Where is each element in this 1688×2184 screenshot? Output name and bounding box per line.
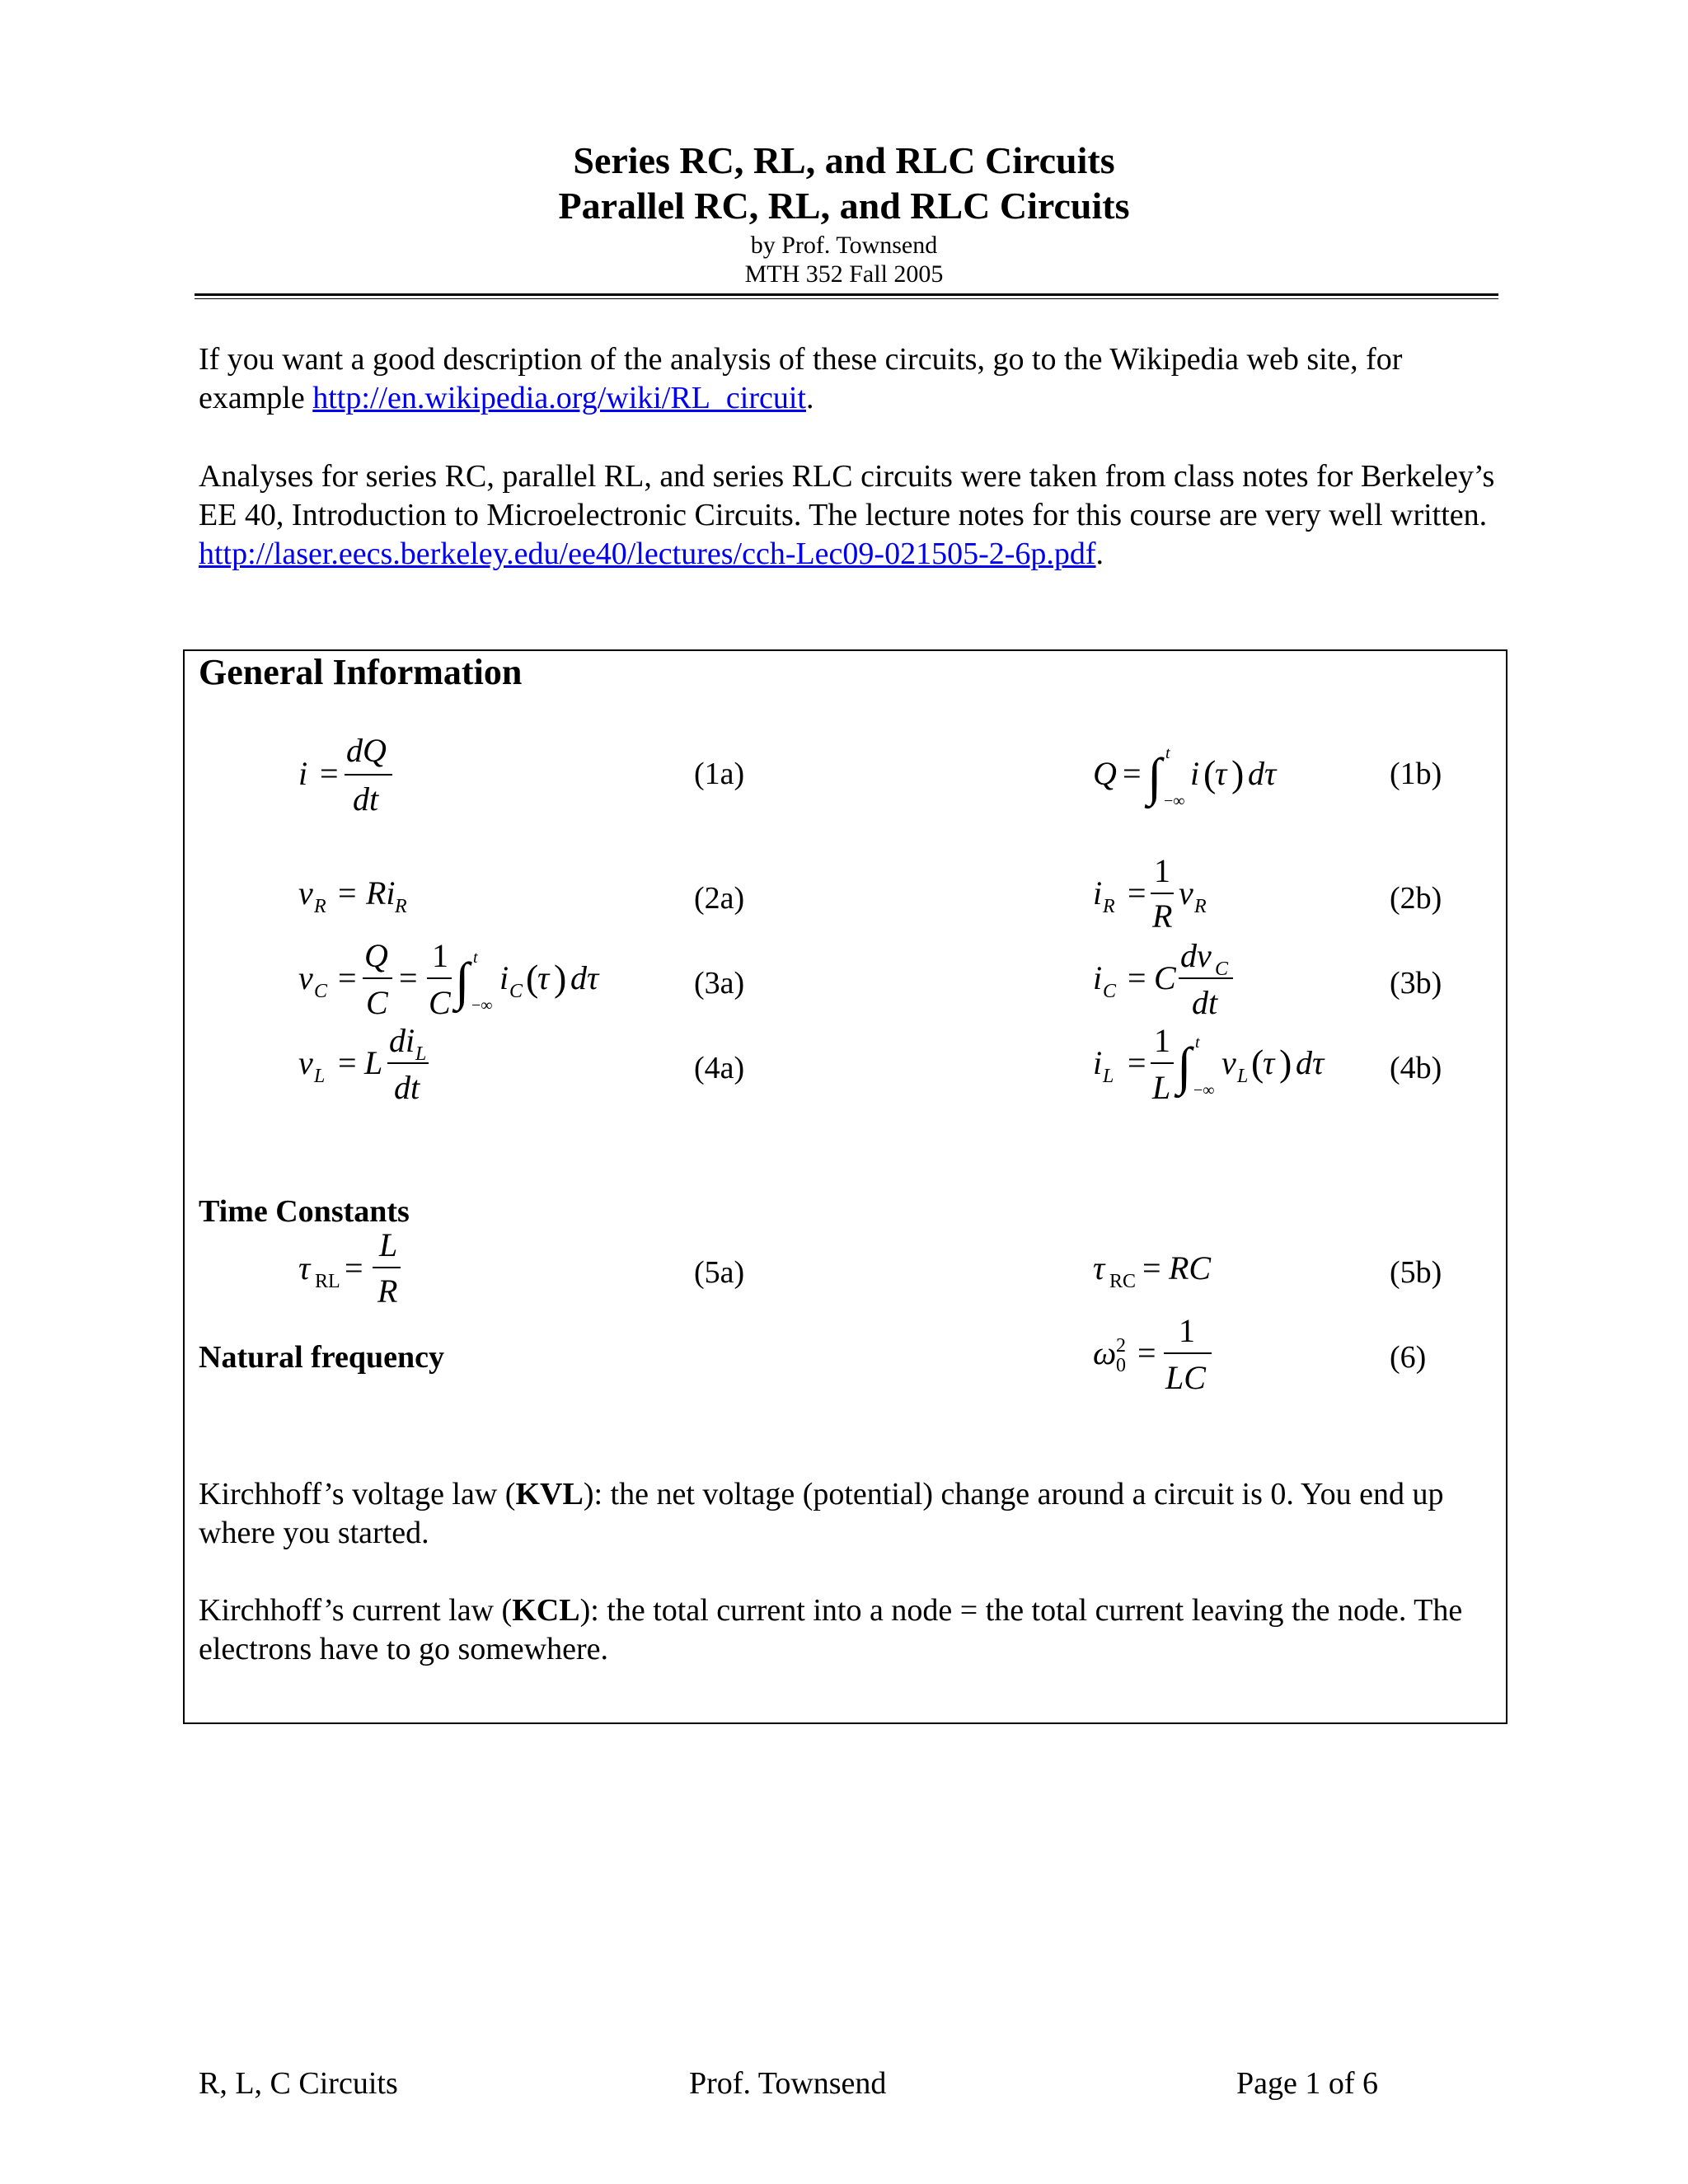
equation-3b: [1093, 937, 1233, 1021]
svg-text:=: =: [1128, 959, 1146, 996]
svg-text:=: =: [399, 959, 418, 996]
kvl-post: ): the net voltage (potential) change around a circuit is 0. You end up where you started.: [199, 1477, 1444, 1550]
svg-text:L: L: [1103, 1066, 1114, 1087]
svg-text:R: R: [377, 1272, 398, 1310]
svg-text:=: =: [1128, 874, 1146, 912]
svg-text:2: 2: [1116, 1335, 1126, 1357]
svg-text:(: (: [1203, 752, 1217, 794]
equation-label-1b: (1b): [1390, 757, 1442, 791]
svg-text:v: v: [1179, 874, 1193, 912]
svg-text:τ: τ: [1093, 1249, 1105, 1286]
svg-text:t: t: [473, 949, 478, 967]
svg-text:τ: τ: [537, 959, 550, 996]
svg-text:RL: RL: [315, 1271, 340, 1292]
svg-text:=: =: [1142, 1249, 1161, 1286]
kcl-pre: Kirchhoff’s current law (: [199, 1593, 513, 1628]
equation-label-3b: (3b): [1390, 966, 1442, 1001]
svg-text:i: i: [1190, 755, 1200, 792]
svg-text:(: (: [1251, 1042, 1264, 1084]
svg-text:Q: Q: [364, 937, 388, 974]
svg-text:i: i: [499, 959, 509, 996]
intro-period: .: [805, 381, 814, 415]
equation-label-2a: (2a): [694, 881, 745, 916]
kcl-abbr: KCL: [512, 1593, 580, 1628]
equation-5a: [298, 1226, 401, 1310]
svg-text:L: L: [1152, 1069, 1171, 1106]
equation-3a: [298, 937, 600, 1021]
svg-text:=: =: [338, 1044, 357, 1081]
svg-text:dQ: dQ: [346, 732, 387, 769]
document-subtitle: Parallel RC, RL, and RLC Circuits: [558, 185, 1130, 227]
svg-text:τ: τ: [298, 1249, 311, 1286]
time-constants-heading: Time Constants: [199, 1194, 410, 1229]
kcl-paragraph: [199, 1591, 1501, 1669]
intro-text: If you want a good description of the analysis of these circuits, go to the Wikipedia web site, for example: [199, 342, 1403, 415]
svg-text:i: i: [1093, 1044, 1103, 1081]
equation-2b: [1093, 852, 1207, 935]
equation-4b: [1093, 1022, 1325, 1106]
svg-text:v: v: [298, 1044, 313, 1081]
svg-text:Ri: Ri: [366, 874, 396, 912]
equation-5b: [1093, 1249, 1212, 1292]
svg-text:=: =: [338, 959, 357, 996]
svg-text:dv: dv: [1180, 937, 1212, 974]
footer-center: Prof. Townsend: [689, 2066, 887, 2101]
svg-text:C: C: [314, 981, 328, 1002]
svg-text:R: R: [1152, 898, 1173, 935]
svg-text:LC: LC: [1165, 1359, 1206, 1396]
equation-6: [1093, 1312, 1212, 1396]
equation-1b: [1093, 744, 1278, 810]
kcl-post: ): the total current into a node = the total current leaving the node. The electrons have to go somewhere.: [199, 1593, 1463, 1666]
svg-text:): ): [1279, 1042, 1292, 1084]
svg-text:C: C: [429, 984, 451, 1021]
natural-frequency-heading: Natural frequency: [199, 1340, 444, 1375]
wikipedia-link[interactable]: http://en.wikipedia.org/wiki/RL_circuit: [312, 381, 806, 415]
svg-text:i: i: [1093, 874, 1103, 912]
footer-left: R, L, C Circuits: [199, 2066, 398, 2101]
svg-text:τ: τ: [1215, 755, 1227, 792]
equation-label-1a: (1a): [694, 757, 745, 791]
svg-text:−∞: −∞: [1193, 1081, 1215, 1099]
svg-text:−∞: −∞: [1164, 792, 1185, 810]
equation-4a: [298, 1022, 429, 1106]
svg-text:L: L: [364, 1044, 383, 1081]
svg-text:L: L: [1237, 1066, 1249, 1087]
svg-text:di: di: [389, 1022, 415, 1059]
svg-text:v: v: [298, 874, 313, 912]
equation-2a: [298, 874, 407, 917]
svg-text:t: t: [1165, 744, 1170, 762]
equation-label-4a: (4a): [694, 1051, 745, 1085]
svg-text:v: v: [298, 959, 313, 996]
svg-text:C: C: [366, 984, 388, 1021]
kvl-abbr: KVL: [515, 1477, 584, 1511]
kvl-paragraph: [199, 1475, 1493, 1553]
svg-text:(: (: [526, 957, 539, 999]
berkeley-text: Analyses for series RC, parallel RL, and series RLC circuits were taken from class notes for Berkeley’s EE 40, Introduction to Microelectronic Circuits. The lecture notes for this course are very well written.: [199, 459, 1495, 532]
svg-text:t: t: [1195, 1033, 1200, 1052]
svg-text:∫: ∫: [1177, 1037, 1192, 1095]
svg-text:i: i: [298, 755, 308, 792]
berkeley-period: .: [1095, 537, 1104, 571]
footer-page-number: Page 1 of 6: [1236, 2066, 1379, 2101]
course-line: MTH 352 Fall 2005: [744, 260, 944, 288]
equation-label-6: (6): [1390, 1340, 1427, 1375]
svg-text:): ): [1231, 752, 1245, 794]
svg-text:1: 1: [432, 937, 448, 974]
kvl-pre: Kirchhoff’s voltage law (: [199, 1477, 516, 1511]
equation-label-5a: (5a): [694, 1255, 745, 1290]
svg-text:=: =: [1128, 1044, 1146, 1081]
svg-text:dτ: dτ: [570, 959, 599, 996]
svg-text:=: =: [338, 874, 357, 912]
svg-text:R: R: [1194, 896, 1207, 917]
svg-text:dt: dt: [353, 780, 379, 818]
svg-text:ω: ω: [1093, 1334, 1117, 1371]
svg-text:∫: ∫: [1147, 748, 1162, 806]
svg-text:L: L: [314, 1066, 326, 1087]
svg-text:RC: RC: [1169, 1249, 1212, 1286]
svg-text:C: C: [1103, 981, 1117, 1002]
svg-text:0: 0: [1116, 1355, 1126, 1376]
document-title: Series RC, RL, and RLC Circuits: [573, 139, 1115, 181]
equation-1a: [298, 732, 392, 818]
svg-text:C: C: [1154, 959, 1176, 996]
equation-label-2b: (2b): [1390, 881, 1442, 916]
svg-text:1: 1: [1179, 1312, 1195, 1349]
berkeley-lecture-link[interactable]: http://laser.eecs.berkeley.edu/ee40/lectures/cch-Lec09-021505-2-6p.pdf: [199, 537, 1096, 571]
equation-label-5b: (5b): [1390, 1255, 1442, 1290]
svg-text:i: i: [1093, 959, 1103, 996]
svg-text:L: L: [415, 1043, 427, 1065]
svg-text:dt: dt: [1192, 984, 1218, 1021]
svg-text:1: 1: [1154, 852, 1170, 889]
svg-text:L: L: [379, 1226, 398, 1263]
svg-text:R: R: [314, 896, 326, 917]
author-line: by Prof. Townsend: [750, 232, 938, 259]
equation-label-3a: (3a): [694, 966, 745, 1001]
svg-text:τ: τ: [1263, 1044, 1275, 1081]
svg-text:R: R: [1103, 896, 1115, 917]
svg-text:=: =: [1137, 1334, 1156, 1371]
svg-text:dτ: dτ: [1248, 755, 1277, 792]
svg-text:v: v: [1221, 1044, 1236, 1081]
svg-text:=: =: [1123, 755, 1142, 792]
svg-text:dt: dt: [394, 1069, 420, 1106]
svg-text:R: R: [395, 896, 407, 917]
svg-text:C: C: [509, 981, 523, 1002]
svg-text:=: =: [345, 1249, 363, 1286]
svg-text:−∞: −∞: [471, 996, 493, 1015]
svg-text:): ): [554, 957, 567, 999]
svg-text:Q: Q: [1093, 755, 1117, 792]
svg-text:1: 1: [1154, 1022, 1170, 1059]
general-information-heading: General Information: [199, 652, 523, 692]
equation-label-4b: (4b): [1390, 1051, 1442, 1085]
svg-text:=: =: [320, 755, 339, 792]
svg-text:∫: ∫: [455, 952, 470, 1010]
svg-text:dτ: dτ: [1296, 1044, 1325, 1081]
svg-text:C: C: [1215, 958, 1229, 980]
svg-text:RC: RC: [1109, 1271, 1137, 1292]
